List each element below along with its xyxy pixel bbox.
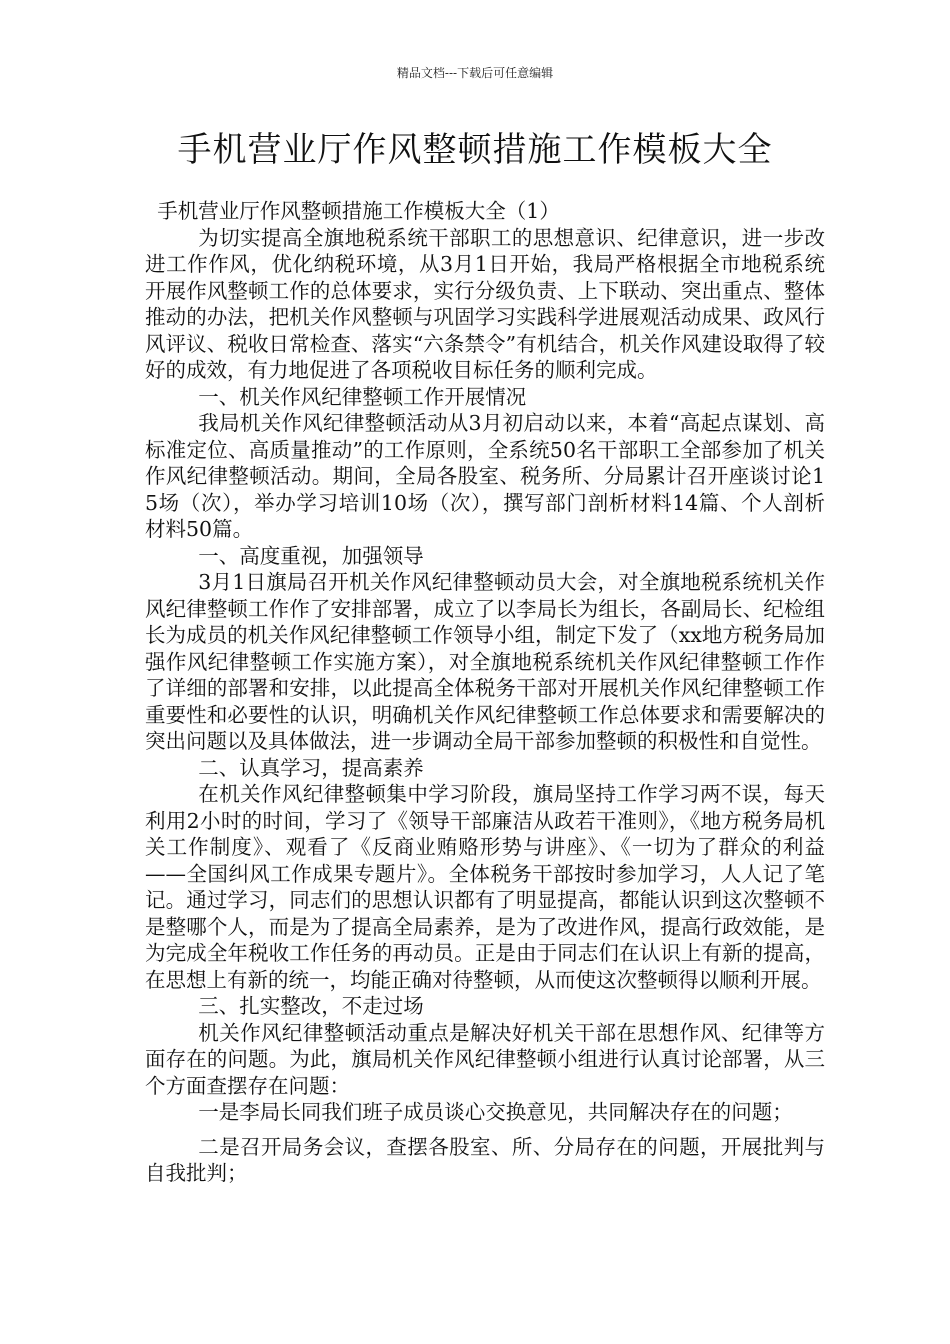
paragraph: 一是李局长同我们班子成员谈心交换意见，共同解决存在的问题； [198,1100,793,1124]
paragraph: 为切实提高全旗地税系统干部职工的思想意识、纪律意识，进一步改进工作作风，优化纳税环境，从3月1日开始，我局严格根据全市地税系统开展作风整顿工作的总体要求，实行分级负责、上下联动、突出重点、整体推动的办法，把机关作风整顿与巩固学习实践科学进展观活动成果、政风行风评议、税收日常检查、落实“六条禁令”有机结合，机关作风建设取得了较好的成效，有力地促进了各项税收目标任务的顺利完成。 [145,225,825,382]
document-body [145,198,825,1187]
paragraph: 在机关作风纪律整顿集中学习阶段，旗局坚持工作学习两不误，每天利用2小时的时间，学习了《领导干部廉洁从政若干准则》，《地方税务局机关工作制度》、观看了《反商业贿赂形势与讲座》、《一切为了群众的利益——全国纠风工作成果专题片》。全体税务干部按时参加学习，人人记了笔记。通过学习，同志们的思想认识都有了明显提高，都能认识到这次整顿不是整哪个人，而是为了提高全局素养，是为了改进作风，提高行政效能，是为完成全年税收工作任务的再动员。正是由于同志们在认识上有新的提高，在思想上有新的统一，均能正确对待整顿，从而使这次整顿得以顺利开展。 [145,782,825,992]
section-subtitle: 手机营业厅作风整顿措施工作模板大全（1） [157,199,560,223]
paragraph: 二是召开局务会议，查摆各股室、所、分局存在的问题，开展批判与自我批判； [145,1134,825,1185]
section-heading: 二、认真学习，提高素养 [198,755,424,780]
section-heading: 一、机关作风纪律整顿工作开展情况 [198,384,527,409]
paragraph: 我局机关作风纪律整顿活动从3月初启动以来，本着“高起点谋划、高标准定位、高质量推动”的工作原则，全系统50名干部职工全部参加了机关作风纪律整顿活动。期间，全局各股室、税务所、分局累计召开座谈讨论15场（次），举办学习培训10场（次），撰写部门剖析材料14篇、个人剖析材料50篇。 [145,411,825,541]
section-heading: 一、高度重视，加强领导 [198,543,424,568]
section-heading: 三、扎实整改，不走过场 [198,994,424,1018]
document-title: 手机营业厅作风整顿措施工作模板大全 [177,130,773,170]
paragraph: 3月1日旗局召开机关作风纪律整顿动员大会，对全旗地税系统机关作风纪律整顿工作作了安排部署，成立了以李局长为组长，各副局长、纪检组长为成员的机关作风纪律整顿工作领导小组，制定下发了（xx地方税务局加强作风纪律整顿工作实施方案），对全旗地税系统机关作风纪律整顿工作作了详细的部署和安排，以此提高全体税务干部对开展机关作风纪律整顿工作重要性和必要性的认识，明确机关作风纪律整顿工作总体要求和需要解决的突出问题以及具体做法，进一步调动全局干部参加整顿的积极性和自觉性。 [145,570,825,753]
paragraph: 机关作风纪律整顿活动重点是解决好机关干部在思想作风、纪律等方面存在的问题。为此，旗局机关作风纪律整顿小组进行认真讨论部署，从三个方面查摆存在问题： [145,1020,825,1098]
header-note: 精品文档---下载后可任意编辑 [396,66,554,80]
